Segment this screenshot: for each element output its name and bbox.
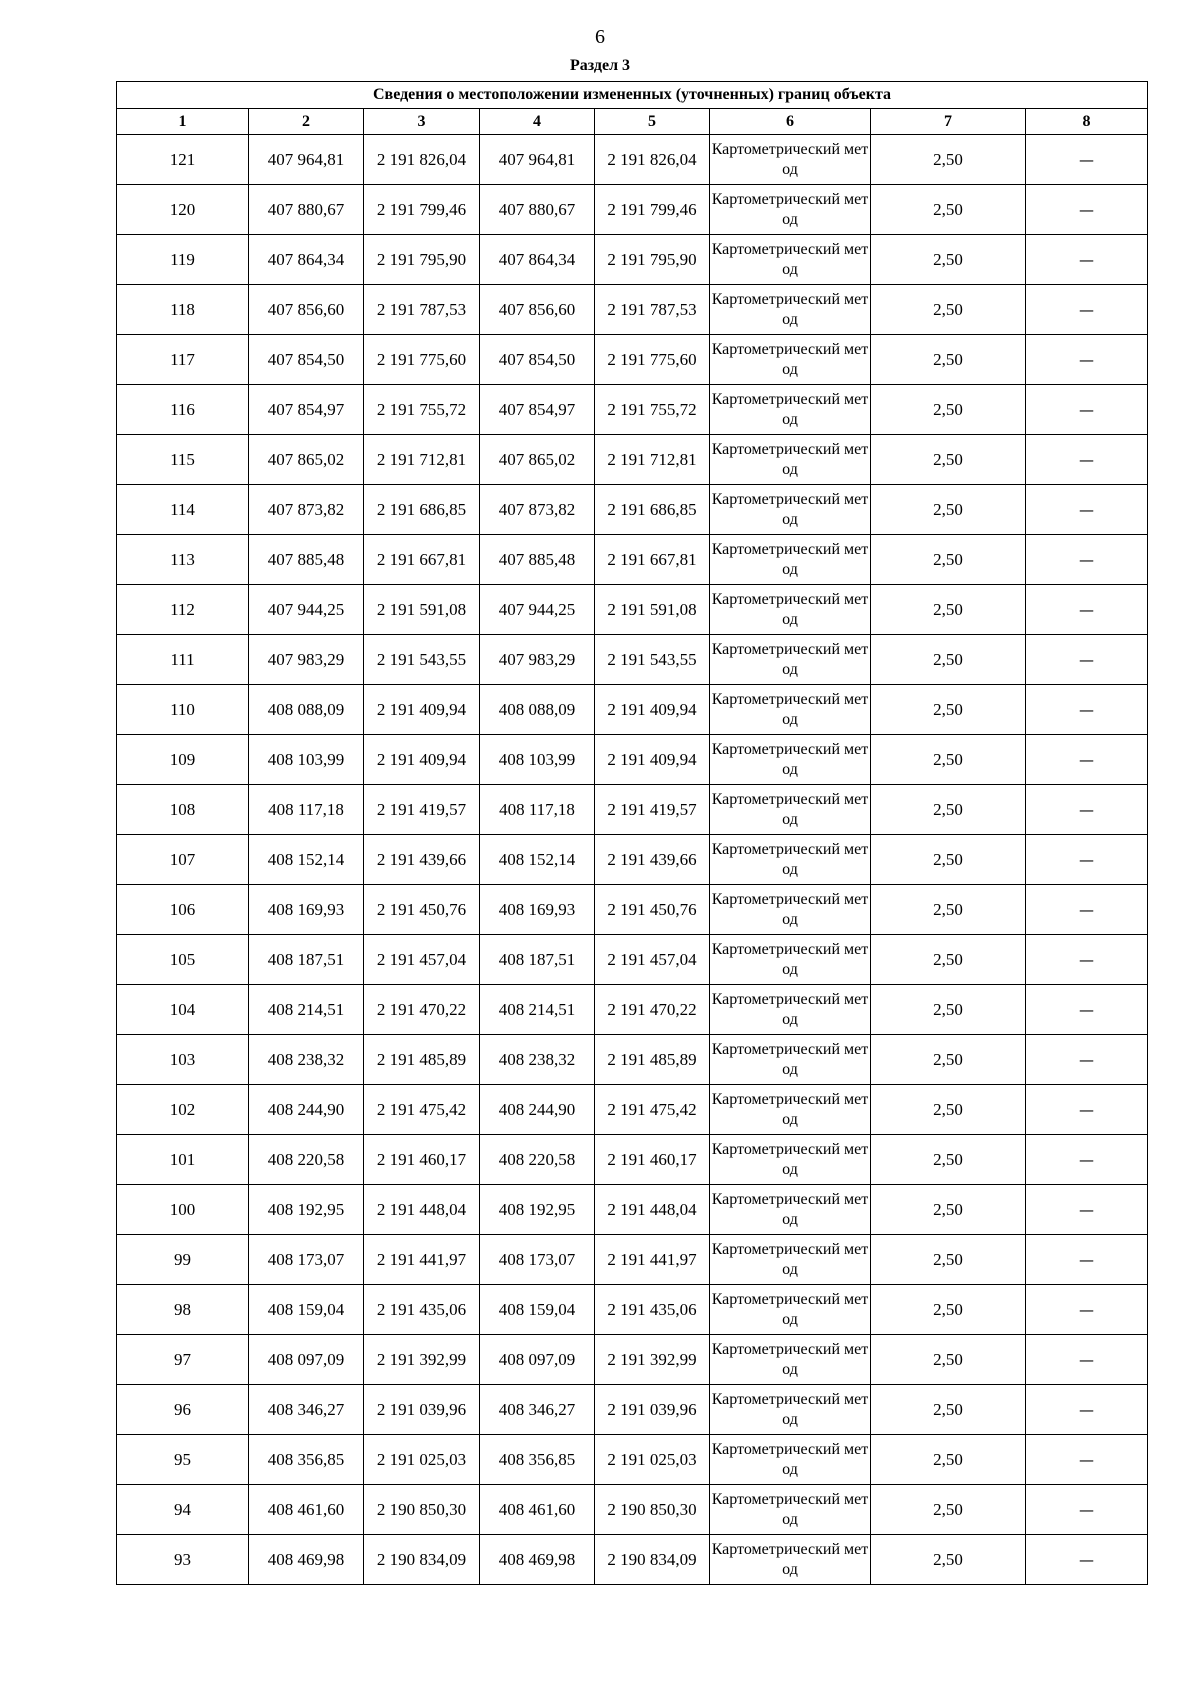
table-row [117,1335,1148,1385]
y-new-cell: 2 190 850,30 [595,1485,710,1535]
point-number-cell: 115 [117,435,249,485]
y-existing-cell: 2 191 450,76 [364,885,480,935]
table-row [117,1085,1148,1135]
table-row [117,785,1148,835]
accuracy-cell: 2,50 [871,535,1026,585]
accuracy-cell: 2,50 [871,235,1026,285]
y-new-cell: 2 191 409,94 [595,685,710,735]
point-number-cell: 94 [117,1485,249,1535]
point-number-cell: 121 [117,135,249,185]
y-existing-cell: 2 191 686,85 [364,485,480,535]
accuracy-cell: 2,50 [871,885,1026,935]
table-row [117,985,1148,1035]
point-number-cell: 113 [117,535,249,585]
table-row [117,1285,1148,1335]
x-new-cell: 408 169,93 [480,885,595,935]
table-row [117,535,1148,585]
note-cell: — [1026,885,1148,935]
accuracy-cell: 2,50 [871,335,1026,385]
note-cell: — [1026,385,1148,435]
table-caption: Сведения о местоположении измененных (уточненных) границ объекта [117,82,1148,109]
note-cell: — [1026,535,1148,585]
y-existing-cell: 2 191 419,57 [364,785,480,835]
method-cell: Картометрический метод [710,585,871,635]
y-existing-cell: 2 191 439,66 [364,835,480,885]
accuracy-cell: 2,50 [871,1535,1026,1585]
y-new-cell: 2 191 409,94 [595,735,710,785]
method-cell: Картометрический метод [710,485,871,535]
section-title: Раздел 3 [569,57,631,74]
note-cell: — [1026,1385,1148,1435]
y-existing-cell: 2 191 591,08 [364,585,480,635]
accuracy-cell: 2,50 [871,1185,1026,1235]
accuracy-cell: 2,50 [871,1435,1026,1485]
point-number-cell: 95 [117,1435,249,1485]
x-existing-cell: 408 220,58 [249,1135,364,1185]
table-row [117,185,1148,235]
note-cell: — [1026,1235,1148,1285]
x-new-cell: 407 865,02 [480,435,595,485]
x-new-cell: 407 944,25 [480,585,595,635]
x-existing-cell: 408 461,60 [249,1485,364,1535]
point-number-cell: 101 [117,1135,249,1185]
accuracy-cell: 2,50 [871,485,1026,535]
y-existing-cell: 2 191 795,90 [364,235,480,285]
x-new-cell: 408 244,90 [480,1085,595,1135]
x-existing-cell: 407 983,29 [249,635,364,685]
x-existing-cell: 407 864,34 [249,235,364,285]
table-row [117,585,1148,635]
x-existing-cell: 408 238,32 [249,1035,364,1085]
point-number-cell: 107 [117,835,249,885]
x-new-cell: 407 864,34 [480,235,595,285]
method-cell: Картометрический метод [710,185,871,235]
note-cell: — [1026,1485,1148,1535]
point-number-cell: 99 [117,1235,249,1285]
y-new-cell: 2 191 441,97 [595,1235,710,1285]
method-cell: Картометрический метод [710,1535,871,1585]
coordinates-table [116,81,1148,1585]
column-header: 8 [1026,109,1148,135]
y-new-cell: 2 191 435,06 [595,1285,710,1335]
x-new-cell: 408 103,99 [480,735,595,785]
method-cell: Картометрический метод [710,735,871,785]
point-number-cell: 119 [117,235,249,285]
point-number-cell: 111 [117,635,249,685]
x-new-cell: 407 854,50 [480,335,595,385]
y-existing-cell: 2 190 850,30 [364,1485,480,1535]
accuracy-cell: 2,50 [871,185,1026,235]
x-existing-cell: 408 356,85 [249,1435,364,1485]
x-new-cell: 408 214,51 [480,985,595,1035]
y-existing-cell: 2 191 457,04 [364,935,480,985]
x-new-cell: 408 088,09 [480,685,595,735]
x-existing-cell: 408 173,07 [249,1235,364,1285]
x-new-cell: 407 964,81 [480,135,595,185]
column-header: 2 [249,109,364,135]
x-existing-cell: 408 169,93 [249,885,364,935]
table-row [117,335,1148,385]
table-row [117,685,1148,735]
method-cell: Картометрический метод [710,685,871,735]
note-cell: — [1026,835,1148,885]
x-existing-cell: 408 187,51 [249,935,364,985]
point-number-cell: 103 [117,1035,249,1085]
table-row [117,1135,1148,1185]
y-existing-cell: 2 191 799,46 [364,185,480,235]
y-existing-cell: 2 191 448,04 [364,1185,480,1235]
column-header: 5 [595,109,710,135]
y-new-cell: 2 191 450,76 [595,885,710,935]
y-existing-cell: 2 190 834,09 [364,1535,480,1585]
table-row [117,485,1148,535]
x-existing-cell: 408 214,51 [249,985,364,1035]
x-existing-cell: 408 192,95 [249,1185,364,1235]
method-cell: Картометрический метод [710,1185,871,1235]
table-caption-row [117,82,1148,109]
y-existing-cell: 2 191 025,03 [364,1435,480,1485]
table-row [117,1435,1148,1485]
method-cell: Картометрический метод [710,1085,871,1135]
table-row [117,1185,1148,1235]
y-new-cell: 2 191 787,53 [595,285,710,335]
point-number-cell: 97 [117,1335,249,1385]
point-number-cell: 114 [117,485,249,535]
y-new-cell: 2 190 834,09 [595,1535,710,1585]
x-new-cell: 408 461,60 [480,1485,595,1535]
y-new-cell: 2 191 039,96 [595,1385,710,1435]
accuracy-cell: 2,50 [871,1235,1026,1285]
y-existing-cell: 2 191 392,99 [364,1335,480,1385]
y-existing-cell: 2 191 460,17 [364,1135,480,1185]
page-number: 6 [595,26,605,48]
x-new-cell: 407 983,29 [480,635,595,685]
y-new-cell: 2 191 439,66 [595,835,710,885]
x-new-cell: 408 173,07 [480,1235,595,1285]
y-new-cell: 2 191 448,04 [595,1185,710,1235]
accuracy-cell: 2,50 [871,1035,1026,1085]
x-new-cell: 407 873,82 [480,485,595,535]
x-existing-cell: 408 117,18 [249,785,364,835]
method-cell: Картометрический метод [710,435,871,485]
method-cell: Картометрический метод [710,785,871,835]
note-cell: — [1026,785,1148,835]
y-existing-cell: 2 191 441,97 [364,1235,480,1285]
x-new-cell: 408 346,27 [480,1385,595,1435]
x-existing-cell: 407 865,02 [249,435,364,485]
note-cell: — [1026,1435,1148,1485]
y-existing-cell: 2 191 543,55 [364,635,480,685]
column-header: 1 [117,109,249,135]
method-cell: Картометрический метод [710,1285,871,1335]
table-row [117,1385,1148,1435]
point-number-cell: 105 [117,935,249,985]
note-cell: — [1026,985,1148,1035]
point-number-cell: 109 [117,735,249,785]
x-existing-cell: 407 854,50 [249,335,364,385]
x-new-cell: 408 159,04 [480,1285,595,1335]
accuracy-cell: 2,50 [871,135,1026,185]
method-cell: Картометрический метод [710,235,871,285]
point-number-cell: 106 [117,885,249,935]
table-row [117,285,1148,335]
point-number-cell: 120 [117,185,249,235]
table-row [117,835,1148,885]
table-row [117,1535,1148,1585]
x-existing-cell: 407 885,48 [249,535,364,585]
note-cell: — [1026,1135,1148,1185]
method-cell: Картометрический метод [710,335,871,385]
y-existing-cell: 2 191 409,94 [364,735,480,785]
method-cell: Картометрический метод [710,635,871,685]
x-new-cell: 407 880,67 [480,185,595,235]
method-cell: Картометрический метод [710,1385,871,1435]
x-new-cell: 408 097,09 [480,1335,595,1385]
point-number-cell: 118 [117,285,249,335]
accuracy-cell: 2,50 [871,585,1026,635]
note-cell: — [1026,1535,1148,1585]
accuracy-cell: 2,50 [871,935,1026,985]
x-existing-cell: 408 346,27 [249,1385,364,1435]
point-number-cell: 104 [117,985,249,1035]
y-new-cell: 2 191 591,08 [595,585,710,635]
y-new-cell: 2 191 755,72 [595,385,710,435]
note-cell: — [1026,235,1148,285]
table-row [117,1485,1148,1535]
method-cell: Картометрический метод [710,1035,871,1085]
accuracy-cell: 2,50 [871,1485,1026,1535]
x-new-cell: 408 220,58 [480,1135,595,1185]
method-cell: Картометрический метод [710,935,871,985]
y-existing-cell: 2 191 475,42 [364,1085,480,1135]
x-existing-cell: 407 856,60 [249,285,364,335]
y-new-cell: 2 191 667,81 [595,535,710,585]
x-new-cell: 408 192,95 [480,1185,595,1235]
y-new-cell: 2 191 460,17 [595,1135,710,1185]
accuracy-cell: 2,50 [871,1135,1026,1185]
note-cell: — [1026,335,1148,385]
accuracy-cell: 2,50 [871,385,1026,435]
y-new-cell: 2 191 419,57 [595,785,710,835]
accuracy-cell: 2,50 [871,435,1026,485]
method-cell: Картометрический метод [710,1135,871,1185]
x-existing-cell: 408 088,09 [249,685,364,735]
point-number-cell: 117 [117,335,249,385]
y-new-cell: 2 191 775,60 [595,335,710,385]
note-cell: — [1026,485,1148,535]
y-existing-cell: 2 191 712,81 [364,435,480,485]
point-number-cell: 98 [117,1285,249,1335]
y-new-cell: 2 191 686,85 [595,485,710,535]
accuracy-cell: 2,50 [871,285,1026,335]
method-cell: Картометрический метод [710,835,871,885]
note-cell: — [1026,185,1148,235]
method-cell: Картометрический метод [710,985,871,1035]
table-row [117,435,1148,485]
y-existing-cell: 2 191 409,94 [364,685,480,735]
table-row [117,635,1148,685]
y-existing-cell: 2 191 470,22 [364,985,480,1035]
y-new-cell: 2 191 712,81 [595,435,710,485]
accuracy-cell: 2,50 [871,1085,1026,1135]
method-cell: Картометрический метод [710,285,871,335]
point-number-cell: 93 [117,1535,249,1585]
y-new-cell: 2 191 795,90 [595,235,710,285]
accuracy-cell: 2,50 [871,835,1026,885]
table-row [117,1035,1148,1085]
table-row [117,935,1148,985]
table-row [117,885,1148,935]
x-new-cell: 407 856,60 [480,285,595,335]
method-cell: Картометрический метод [710,1235,871,1285]
y-new-cell: 2 191 457,04 [595,935,710,985]
accuracy-cell: 2,50 [871,1285,1026,1335]
x-existing-cell: 408 097,09 [249,1335,364,1385]
point-number-cell: 102 [117,1085,249,1135]
x-new-cell: 408 187,51 [480,935,595,985]
note-cell: — [1026,1335,1148,1385]
accuracy-cell: 2,50 [871,1385,1026,1435]
x-new-cell: 407 885,48 [480,535,595,585]
x-existing-cell: 408 469,98 [249,1535,364,1585]
point-number-cell: 96 [117,1385,249,1435]
note-cell: — [1026,135,1148,185]
y-new-cell: 2 191 470,22 [595,985,710,1035]
table-row [117,385,1148,435]
accuracy-cell: 2,50 [871,785,1026,835]
column-header: 6 [710,109,871,135]
point-number-cell: 110 [117,685,249,735]
x-existing-cell: 408 159,04 [249,1285,364,1335]
note-cell: — [1026,635,1148,685]
y-existing-cell: 2 191 787,53 [364,285,480,335]
y-existing-cell: 2 191 775,60 [364,335,480,385]
point-number-cell: 100 [117,1185,249,1235]
y-new-cell: 2 191 799,46 [595,185,710,235]
x-existing-cell: 408 103,99 [249,735,364,785]
method-cell: Картометрический метод [710,885,871,935]
x-new-cell: 408 152,14 [480,835,595,885]
note-cell: — [1026,1085,1148,1135]
x-new-cell: 407 854,97 [480,385,595,435]
method-cell: Картометрический метод [710,385,871,435]
note-cell: — [1026,735,1148,785]
accuracy-cell: 2,50 [871,1335,1026,1385]
method-cell: Картометрический метод [710,1435,871,1485]
x-existing-cell: 407 854,97 [249,385,364,435]
x-new-cell: 408 117,18 [480,785,595,835]
x-existing-cell: 407 944,25 [249,585,364,635]
method-cell: Картометрический метод [710,135,871,185]
x-new-cell: 408 469,98 [480,1535,595,1585]
method-cell: Картометрический метод [710,535,871,585]
accuracy-cell: 2,50 [871,985,1026,1035]
note-cell: — [1026,685,1148,735]
point-number-cell: 112 [117,585,249,635]
table-row [117,1235,1148,1285]
x-existing-cell: 407 964,81 [249,135,364,185]
accuracy-cell: 2,50 [871,735,1026,785]
note-cell: — [1026,935,1148,985]
table-header-row [117,109,1148,135]
y-new-cell: 2 191 025,03 [595,1435,710,1485]
table-row [117,135,1148,185]
x-existing-cell: 407 873,82 [249,485,364,535]
column-header: 7 [871,109,1026,135]
y-existing-cell: 2 191 826,04 [364,135,480,185]
note-cell: — [1026,1285,1148,1335]
point-number-cell: 108 [117,785,249,835]
x-existing-cell: 408 244,90 [249,1085,364,1135]
method-cell: Картометрический метод [710,1335,871,1385]
y-existing-cell: 2 191 755,72 [364,385,480,435]
y-new-cell: 2 191 543,55 [595,635,710,685]
note-cell: — [1026,1035,1148,1085]
y-existing-cell: 2 191 039,96 [364,1385,480,1435]
x-new-cell: 408 238,32 [480,1035,595,1085]
note-cell: — [1026,435,1148,485]
accuracy-cell: 2,50 [871,685,1026,735]
x-new-cell: 408 356,85 [480,1435,595,1485]
y-new-cell: 2 191 475,42 [595,1085,710,1135]
column-header: 4 [480,109,595,135]
note-cell: — [1026,585,1148,635]
point-number-cell: 116 [117,385,249,435]
table-row [117,235,1148,285]
note-cell: — [1026,285,1148,335]
y-existing-cell: 2 191 667,81 [364,535,480,585]
table-row [117,735,1148,785]
y-new-cell: 2 191 826,04 [595,135,710,185]
accuracy-cell: 2,50 [871,635,1026,685]
y-new-cell: 2 191 392,99 [595,1335,710,1385]
column-header: 3 [364,109,480,135]
method-cell: Картометрический метод [710,1485,871,1535]
y-existing-cell: 2 191 435,06 [364,1285,480,1335]
y-existing-cell: 2 191 485,89 [364,1035,480,1085]
x-existing-cell: 408 152,14 [249,835,364,885]
table-body [117,82,1148,1585]
y-new-cell: 2 191 485,89 [595,1035,710,1085]
x-existing-cell: 407 880,67 [249,185,364,235]
note-cell: — [1026,1185,1148,1235]
